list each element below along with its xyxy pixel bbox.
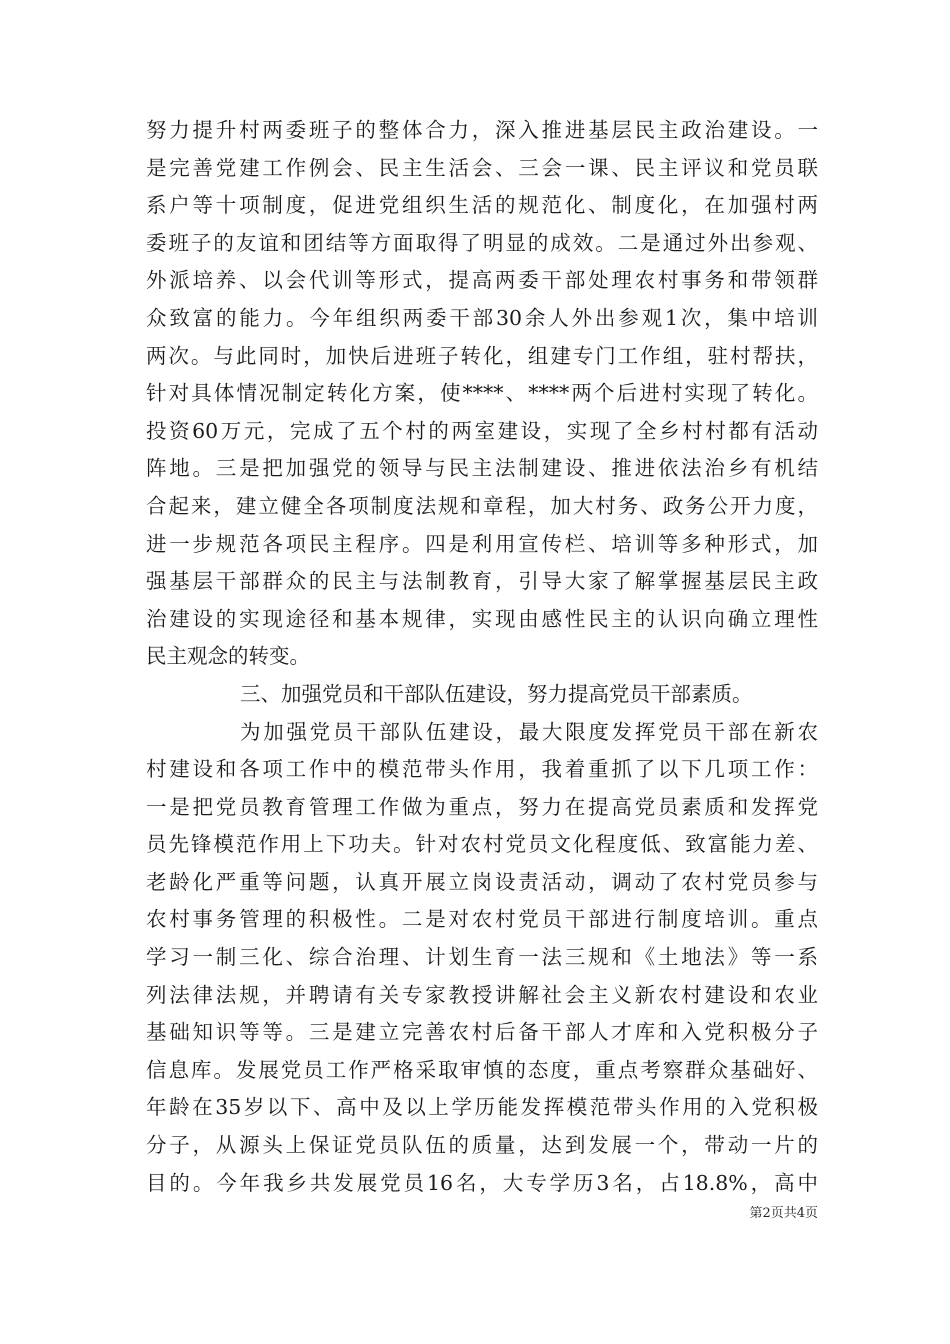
text-line: 外派培养、以会代训等形式，提高两委干部处理农村事务和带领群 xyxy=(146,268,818,293)
text-line: 委班子的友谊和团结等方面取得了明显的成效。二是通过外出参观、 xyxy=(146,230,818,255)
text-line: 合起来，建立健全各项制度法规和章程，加大村务、政务公开力度， xyxy=(146,493,818,518)
text-line: 强基层干部群众的民主与法制教育，引导大家了解掌握基层民主政 xyxy=(146,569,818,594)
text-line: 村建设和各项工作中的模范带头作用，我着重抓了以下几项工作： xyxy=(146,757,818,782)
text-line: 投资60万元，完成了五个村的两室建设，实现了全乡村村都有活动 xyxy=(146,418,818,443)
section-heading: 三、加强党员和干部队伍建设，努力提高党员干部素质。 xyxy=(240,681,753,706)
text-line: 阵地。三是把加强党的领导与民主法制建设、推进依法治乡有机结 xyxy=(146,456,818,481)
text-line: 员先锋模范作用上下功夫。针对农村党员文化程度低、致富能力差、 xyxy=(146,832,818,857)
text-line: 系户等十项制度，促进党组织生活的规范化、制度化，在加强村两 xyxy=(146,193,818,218)
text-line: 老龄化严重等问题，认真开展立岗设责活动，调动了农村党员参与 xyxy=(146,869,818,894)
text-line: 众致富的能力。今年组织两委干部30余人外出参观1次，集中培训 xyxy=(146,305,818,330)
text-line: 进一步规范各项民主程序。四是利用宣传栏、培训等多种形式，加 xyxy=(146,531,818,556)
text-line: 两次。与此同时，加快后进班子转化，组建专门工作组，驻村帮扶， xyxy=(146,343,818,368)
page-number: 第2页共4页 xyxy=(749,1206,818,1221)
text-line: 列法律法规，并聘请有关专家教授讲解社会主义新农村建设和农业 xyxy=(146,982,818,1007)
text-line: 一是把党员教育管理工作做为重点，努力在提高党员素质和发挥党 xyxy=(146,794,818,819)
text-line: 分子，从源头上保证党员队伍的质量，达到发展一个，带动一片的 xyxy=(146,1133,818,1158)
text-line: 农村事务管理的积极性。二是对农村党员干部进行制度培训。重点 xyxy=(146,907,818,932)
text-line: 民主观念的转变。 xyxy=(146,644,310,669)
text-line: 是完善党建工作例会、民主生活会、三会一课、民主评议和党员联 xyxy=(146,155,818,180)
text-line: 信息库。发展党员工作严格采取审慎的态度，重点考察群众基础好、 xyxy=(146,1057,818,1082)
text-line: 针对具体情况制定转化方案，使****、****两个后进村实现了转化。 xyxy=(146,381,818,406)
text-line: 学习一制三化、综合治理、计划生育一法三规和《土地法》等一系 xyxy=(146,945,818,970)
text-line: 为加强党员干部队伍建设，最大限度发挥党员干部在新农 xyxy=(240,719,818,744)
text-line: 年龄在35岁以下、高中及以上学历能发挥模范带头作用的入党积极 xyxy=(146,1095,818,1120)
text-line: 治建设的实现途径和基本规律，实现由感性民主的认识向确立理性 xyxy=(146,606,818,631)
text-line: 努力提升村两委班子的整体合力，深入推进基层民主政治建设。一 xyxy=(146,118,818,142)
text-line: 基础知识等等。三是建立完善农村后备干部人才库和入党积极分子 xyxy=(146,1020,818,1045)
text-line: 目的。今年我乡共发展党员16名，大专学历3名，占18.8%，高中 xyxy=(146,1170,818,1195)
body-text xyxy=(146,112,818,1202)
